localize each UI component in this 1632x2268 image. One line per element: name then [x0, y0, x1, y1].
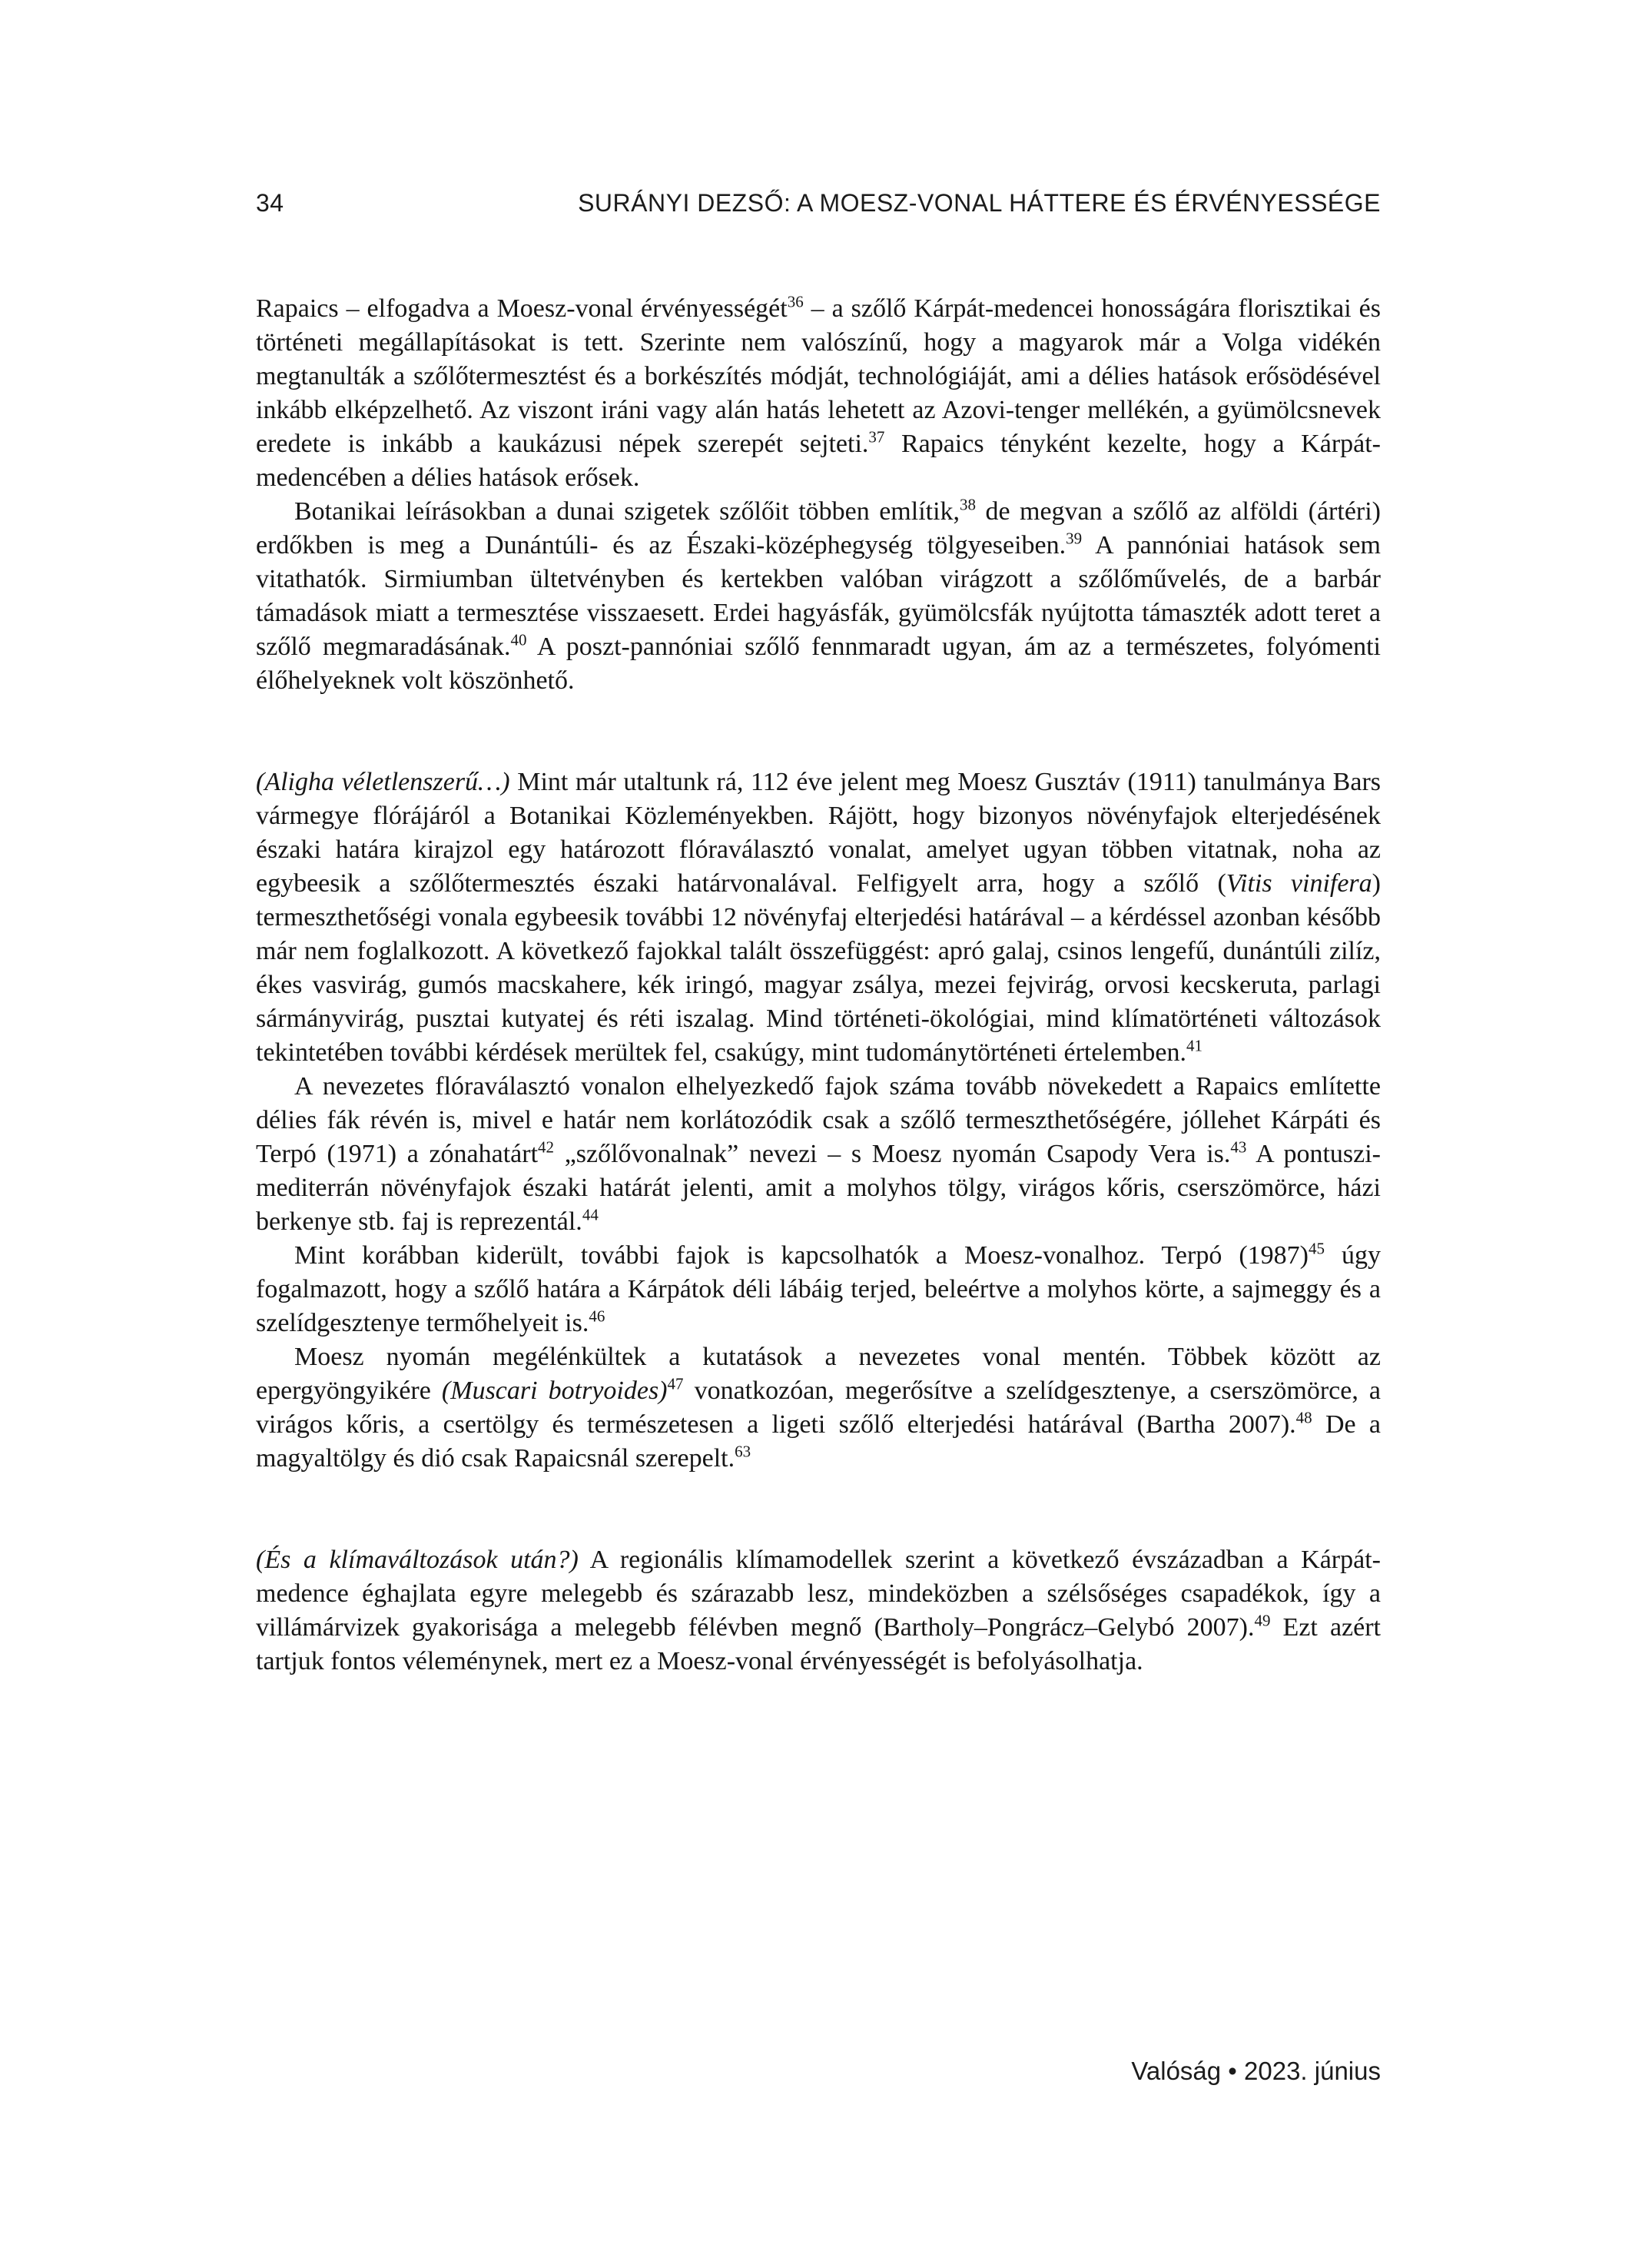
- text-run: Mint már utaltunk rá, 112 éve jelent meg Moesz Gusztáv (1911) tanulmánya Bars vármegye flórájáról a Botanikai Közleményekben. Rájött, hogy bizonyos növényfajok elterjedésének északi határa kirajzol egy határozott flóraválasztó vonalat, amelyet ugyan többen vitatnak, noha az egybeesik a szőlőtermesztés északi határvonalával. Felfigyelt arra, hogy a szőlő (: [256, 768, 1381, 898]
- body-text: [256, 292, 1381, 1679]
- footnote-marker: 42: [538, 1137, 555, 1157]
- journal-issue-label: Valóság • 2023. június: [1131, 2057, 1381, 2085]
- paragraph: [256, 765, 1381, 1070]
- text-run: A pannóniai hatások sem vitathatók. Sirmiumban ültetvényben és kertekben valóban virágzott a szőlőművelés, de a barbár támadások miatt a termesztése visszaesett. Erdei hagyásfák, gyümölcsfák nyújtotta támaszték adott teret a szőlő megmaradásának.: [256, 531, 1381, 661]
- text-run: de megvan a szőlő az alföldi (ártéri) erdőkben is meg a Dunántúli- és az Északi-középhegység tölgyeseiben.: [256, 497, 1381, 560]
- text-run: „szőlővonalnak” nevezi – s Moesz nyomán Csapody Vera is.: [554, 1140, 1231, 1168]
- text-run: A pontuszi-mediterrán növényfajok északi határát jelenti, amit a molyhos tölgy, virágos kőris, cserszömörce, házi berkenye stb. faj is reprezentál.: [256, 1140, 1381, 1236]
- footnote-marker: 49: [1254, 1611, 1271, 1630]
- text-run: Ezt azért tartjuk fontos véleménynek, mert ez a Moesz-vonal érvényességét is befolyásolhatja.: [256, 1613, 1381, 1675]
- footnote-marker: 36: [787, 292, 804, 311]
- paragraph: [256, 495, 1381, 698]
- footnote-marker: 37: [868, 427, 885, 447]
- paragraph: [256, 1340, 1381, 1476]
- footnote-marker: 38: [960, 495, 977, 514]
- footnote-marker: 40: [510, 630, 527, 649]
- text-run: Rapaics tényként kezelte, hogy a Kárpát-medencében a délies hatások erősek.: [256, 430, 1382, 492]
- text-run: vonatkozóan, megerősítve a szelídgesztenye, a cserszömörce, a virágos kőris, a csertölgy és természetesen a ligeti szőlő elterjedési határával (Bartha 2007).: [256, 1376, 1381, 1439]
- page-number: 34: [256, 189, 284, 217]
- footnote-marker: 63: [735, 1442, 751, 1461]
- footnote-marker: 48: [1295, 1408, 1312, 1427]
- text-run: úgy fogalmazott, hogy a szőlő határa a Kárpátok déli lábáig terjed, beleértve a molyhos körte, a sajmeggy és a szelídgesztenye termőhelyeit is.: [256, 1241, 1381, 1337]
- text-run: A regionális klímamodellek szerint a következő évszázadban a Kárpát-medence éghajlata egyre melegebb és szárazabb lesz, mindeközben a szélsőséges csapadékok, így a villámárvizek gyakorisága a melegebb félévben megnő (Bartholy–Pongrácz–Gelybó 2007).: [256, 1546, 1381, 1642]
- footnote-marker: 44: [582, 1205, 599, 1224]
- italic-text-run: (Aligha véletlenszerű…): [256, 768, 510, 796]
- italic-text-run: (Muscari botryoides): [441, 1376, 668, 1405]
- paragraph: [256, 1543, 1381, 1679]
- footnote-marker: 41: [1186, 1036, 1203, 1055]
- paragraph: [256, 1070, 1381, 1239]
- text-run: ) termeszthetőségi vonala egybeesik további 12 növényfaj elterjedési határával – a kérdéssel azonban később már nem foglalkozott. A következő fajokkal talált összefüggést: apró galaj, csinos lengefű, dunántúli zilíz, ékes vasvirág, gumós macskahere, kék iringó, magyar zsálya, mezei fejvirág, orvosi kecskeruta, parlagi sármányvirág, pusztai kutyatej és réti iszalag. Mind történeti-ökológiai, mind klímatörténeti változások tekintetében további kérdések merültek fel, csakúgy, mint tudománytörténeti értelemben.: [256, 869, 1381, 1067]
- text-run: A poszt-pannóniai szőlő fennmaradt ugyan, ám az a természetes, folyómenti élőhelyeknek volt köszönhető.: [256, 633, 1381, 695]
- text-run: A nevezetes flóraválasztó vonalon elhelyezkedő fajok száma tovább növekedett a Rapaics említette délies fák révén is, mivel e határ nem korlátozódik csak a szőlő termeszthetőségére, jóllehet Kárpáti és Terpó (1971) a zónahatárt: [256, 1072, 1381, 1168]
- paragraph: [256, 292, 1381, 495]
- italic-text-run: (És a klímaváltozások után?): [256, 1546, 579, 1574]
- text-run: Moesz nyomán megélénkültek a kutatások a nevezetes vonal mentén. Többek között az epergyöngyikére: [256, 1343, 1381, 1405]
- running-title: SURÁNYI DEZSŐ: A MOESZ-VONAL HÁTTERE ÉS ÉRVÉNYESSÉGE: [578, 189, 1381, 217]
- footnote-marker: 43: [1230, 1137, 1247, 1157]
- text-run: Mint korábban kiderült, további fajok is kapcsolhatók a Moesz-vonalhoz. Terpó (1987): [294, 1241, 1309, 1270]
- text-run: De a magyaltölgy és dió csak Rapaicsnál szerepelt.: [256, 1410, 1381, 1473]
- text-run: – a szőlő Kárpát-medencei honosságára florisztikai és történeti megállapításokat is tett. Szerinte nem valószínű, hogy a magyarok már a Volga vidékén megtanulták a szőlőtermesztést és a borkészítés módját, technológiáját, ami a délies hatások erősödésével inkább elképzelhető. Az viszont iráni vagy alán hatás lehetett az Azovi-tenger mellékén, a gyümölcsnevek eredete is inkább a kaukázusi népek szerepét sejteti.: [256, 294, 1381, 458]
- page-footer: [256, 2057, 1381, 2086]
- text-run: Rapaics – elfogadva a Moesz-vonal érvényességét: [256, 294, 788, 323]
- footnote-marker: 47: [667, 1374, 684, 1393]
- footnote-marker: 39: [1066, 529, 1083, 548]
- paragraph: [256, 1239, 1381, 1340]
- footnote-marker: 45: [1308, 1239, 1325, 1258]
- footnote-marker: 46: [589, 1307, 605, 1326]
- page-header: [256, 189, 1381, 218]
- italic-text-run: Vitis vinifera: [1226, 869, 1372, 898]
- text-run: Botanikai leírásokban a dunai szigetek szőlőit többen említik,: [294, 497, 960, 526]
